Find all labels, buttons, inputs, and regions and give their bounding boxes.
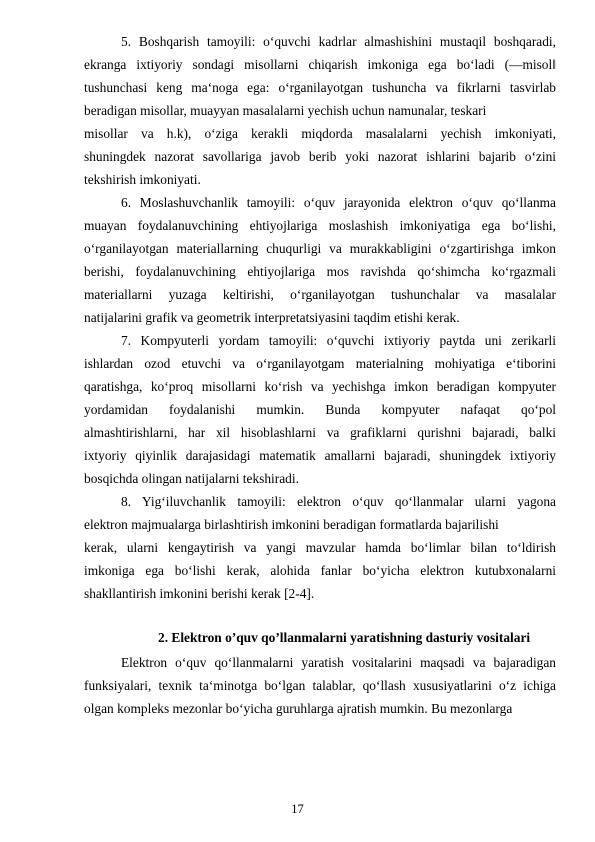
text-line: berishi, foydalanuvchining ehtiyojlariga mos ravishda qo‘shimcha ko‘rgazmali	[84, 264, 556, 279]
text-line: almashtirishlarni, har xil hisoblashlarni va grafiklarni qurishni bajaradi, balki	[84, 425, 556, 440]
text-line: tushunchasi keng ma‘noga ega: o‘rganilayotgan tushuncha va fikrlarni tasvirlab	[84, 80, 556, 95]
text-line: beradigan misollar, muayyan masalalarni yechish uchun namunalar, teskari	[84, 103, 487, 118]
text-line: funksiyalari, texnik ta‘minotga bo‘lgan talablar, qo‘llash xususiyatlarini o‘z ichiga	[84, 678, 556, 693]
text-line: materiallarni yuzaga keltirishi, o‘rganilayotgan tushunchalar va masalalar	[84, 287, 556, 302]
text-line: natijalarini grafik va geometrik interpretatsiyasini taqdim etishi kerak.	[84, 310, 460, 325]
text-line: kerak, ularni kengaytirish va yangi mavzular hamda bo‘limlar bilan to‘ldirish	[84, 540, 556, 555]
text-line: elektron majmualarga birlashtirish imkonini beradigan formatlarda bajarilishi	[84, 517, 499, 532]
text-line: 8. Yig‘iluvchanlik tamoyili: elektron o‘quv qo‘llanmalar ularni yagona	[121, 494, 556, 509]
text-line: muayan foydalanuvchining ehtiyojlariga moslashish imkoniyatiga ega bo‘lishi,	[84, 218, 556, 233]
text-line: tekshirish imkoniyati.	[84, 172, 201, 187]
text-line: ekranga ixtiyoriy sondagi misollarni chiqarish imkoniga ega bo‘ladi (―misol‖	[84, 57, 556, 72]
text-line: qaratishga, ko‘proq misollarni ko‘rish va yechishga imkon beradigan kompyuter	[84, 379, 556, 394]
text-line: ixtyoriy qiyinlik darajasidagi matematik amallarni bajaradi, shuningdek ixtiyoriy	[84, 448, 556, 463]
text-line: ishlardan ozod etuvchi va o‘rganilayotgam materialning mohiyatiga e‘tiborini	[84, 356, 556, 371]
text-line: 5. Boshqarish tamoyili: o‘quvchi kadrlar almashishini mustaqil boshqaradi,	[121, 34, 556, 49]
text-line: shuningdek nazorat savollariga javob berib yoki nazorat ishlarini bajarib o‘zini	[84, 149, 556, 164]
text-line: misollar va h.k), o‘ziga kerakli miqdorda masalalarni yechish imkoniyati,	[84, 126, 556, 141]
text-line: bosqichda olingan natijalarni tekshiradi.	[84, 471, 299, 486]
text-line: 6. Moslashuvchanlik tamoyili: o‘quv jarayonida elektron o‘quv qo‘llanma	[121, 195, 556, 210]
text-line: 7. Kompyuterli yordam tamoyili: o‘quvchi ixtiyoriy paytda uni zerikarli	[121, 333, 556, 348]
text-line: shakllantirish imkonini berishi kerak [2-4].	[84, 586, 315, 601]
text-line: yordamidan foydalanishi mumkin. Bunda kompyuter nafaqat qo‘pol	[84, 402, 556, 417]
text-line: Elektron o‘quv qo‘llanmalarni yaratish vositalarini maqsadi va bajaradigan	[121, 655, 556, 670]
text-line: imkoniga ega bo‘lishi kerak, alohida fanlar bo‘yicha elektron kutubxonalarni	[84, 563, 556, 578]
page-number: 17	[291, 802, 304, 816]
text-line: o‘rganilayotgan materiallarning chuqurligi va murakkabligini o‘zgartirishga imkon	[84, 241, 556, 256]
text-line: olgan kompleks mezonlar bo‘yicha guruhlarga ajratish mumkin. Bu mezonlarga	[84, 701, 513, 716]
section-heading: 2. Elektron o’quv qo’llanmalarni yaratishning dasturiy vositalari	[158, 630, 531, 645]
